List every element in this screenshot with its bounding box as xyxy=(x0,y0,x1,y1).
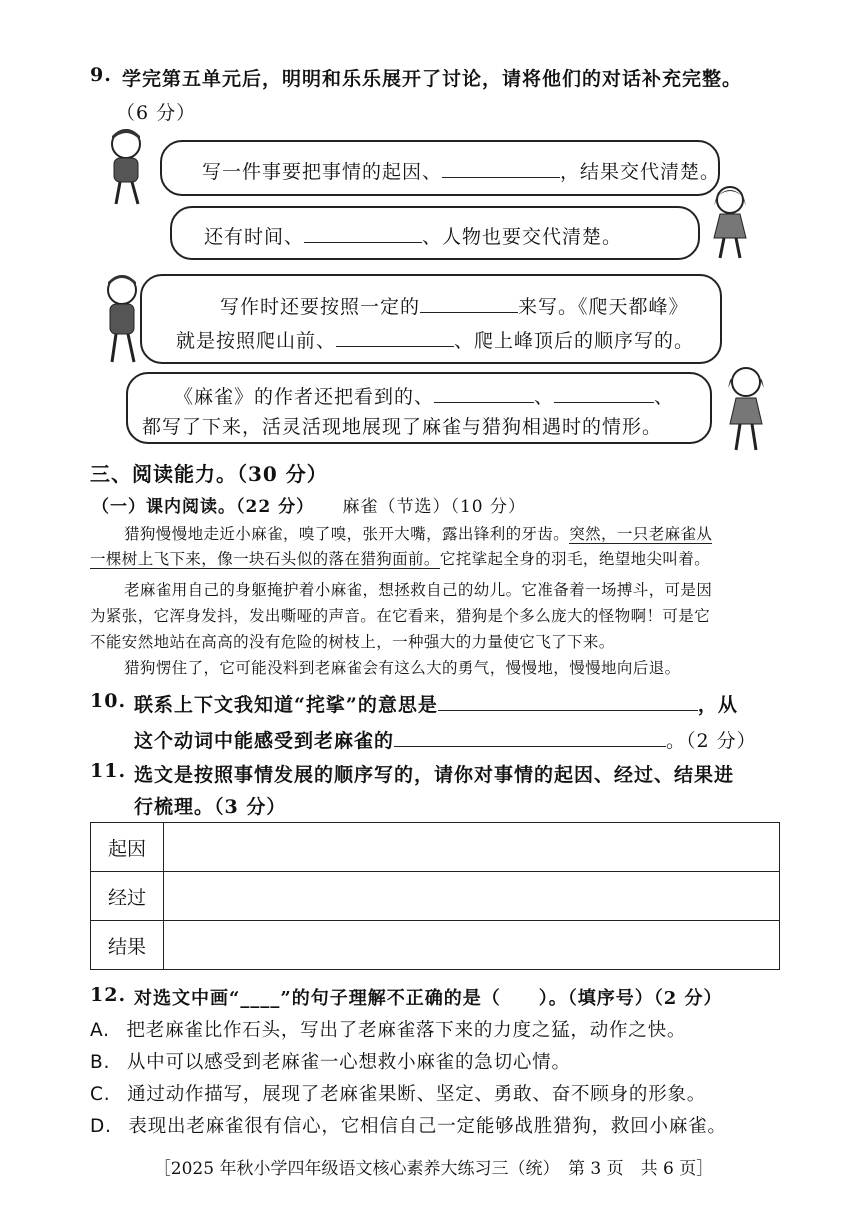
passage-p2-line2: 为紧张，它浑身发抖，发出嘶哑的声音。在它看来，猎狗是个多么庞大的怪物啊！可是它 xyxy=(90,607,711,625)
q10-line2-text: 这个动词中能感受到老麻雀的 xyxy=(134,730,395,752)
option-c-key: C. xyxy=(90,1084,111,1105)
q11-number: 11. xyxy=(90,760,127,782)
girl-illustration-2 xyxy=(716,362,776,454)
option-a-text: 把老麻雀比作石头，写出了老麻雀落下来的力度之猛，动作之快。 xyxy=(126,1020,687,1041)
bubble2-before: 还有时间、 xyxy=(204,226,305,248)
table-row-cause xyxy=(91,823,780,872)
q12-prompt: 对选文中画“____”的句子理解不正确的是（ ）。（填序号）（2 分） xyxy=(134,988,723,1009)
passage-p1-line1 xyxy=(124,522,712,544)
row-label-result: 结果 xyxy=(91,921,164,970)
answer-cell-cause[interactable] xyxy=(164,823,780,872)
boy-illustration-1 xyxy=(98,126,158,208)
section3-title: 三、阅读能力。（30 分） xyxy=(90,462,328,486)
option-b-text: 从中可以感受到老麻雀一心想救小麻雀的急切心情。 xyxy=(126,1052,571,1073)
bubble3-line1-before: 写作时还要按照一定的 xyxy=(220,296,421,318)
q9-prompt: 学完第五单元后，明明和乐乐展开了讨论，请将他们的对话补充完整。 xyxy=(122,68,743,90)
bubble2-text xyxy=(204,222,622,249)
girl-illustration-1 xyxy=(702,182,758,262)
bubble3-line1 xyxy=(220,292,689,319)
q10-number: 10. xyxy=(90,690,127,712)
blank-process[interactable] xyxy=(442,158,560,178)
answer-cell-process[interactable] xyxy=(164,872,780,921)
q12-option-d[interactable] xyxy=(90,1112,727,1138)
bubble3-line2-before: 就是按照爬山前、 xyxy=(176,330,337,352)
option-d-key: D. xyxy=(90,1116,112,1137)
passage-p1-a: 猎狗慢慢地走近小麻雀，嗅了嗅，张开大嘴，露出锋利的牙齿。 xyxy=(124,525,570,543)
q11-line2: 行梳理。（3 分） xyxy=(134,796,287,818)
bubble4-line2: 都写了下来，活灵活现地展现了麻雀与猎狗相遇时的情形。 xyxy=(142,416,663,438)
bubble1-text xyxy=(202,157,720,184)
passage-p3: 猎狗愣住了，它可能没料到老麻雀会有这么大的勇气，慢慢地，慢慢地向后退。 xyxy=(124,659,681,677)
q12-option-b[interactable] xyxy=(90,1048,571,1074)
q10-line2-end: 。（2 分） xyxy=(666,730,757,752)
row-label-process: 经过 xyxy=(91,872,164,921)
option-c-text: 通过动作描写，展现了老麻雀果断、坚定、勇敢、奋不顾身的形象。 xyxy=(127,1084,707,1105)
q9-score: （6 分） xyxy=(116,102,197,124)
blank-place[interactable] xyxy=(304,223,422,243)
option-d-text: 表现出老麻雀很有信心，它相信自己一定能够战胜猎狗，救回小麻雀。 xyxy=(128,1116,727,1137)
passage-p2-line1: 老麻雀用自己的身躯掩护着小麻雀，想拯救自己的幼儿。它准备着一场搏斗，可是因 xyxy=(124,581,713,599)
bubble3-line1-after: 来写。《爬天都峰》 xyxy=(518,296,689,318)
passage-underlined-2: 一棵树上飞下来，像一块石头似的落在猎狗面前。 xyxy=(90,550,440,568)
q9-number: 9. xyxy=(90,64,112,86)
speech-bubble-2 xyxy=(170,206,700,260)
bubble4-line1-before: 《麻雀》的作者还把看到的、 xyxy=(174,386,435,408)
page-footer: ［2025 年秋小学四年级语文核心素养大练习三（统） 第 3 页 共 6 页］ xyxy=(153,1159,714,1179)
blank-seen-1[interactable] xyxy=(434,383,534,403)
option-b-key: B. xyxy=(90,1052,111,1073)
bubble4-line1-mid: 、 xyxy=(534,386,555,408)
table-row-result xyxy=(91,921,780,970)
bubble4-line1-end: 、 xyxy=(654,386,675,408)
answer-cell-result[interactable] xyxy=(164,921,780,970)
speech-bubble-4 xyxy=(126,372,712,444)
blank-climbing[interactable] xyxy=(336,327,454,347)
q10-line1 xyxy=(134,690,738,717)
q10-line1-end: ，从 xyxy=(697,694,738,716)
q10-blank-feeling[interactable] xyxy=(394,727,666,747)
q11-answer-table xyxy=(90,822,780,970)
blank-order[interactable] xyxy=(420,293,518,313)
passage-p1-d: 它挓挲起全身的羽毛，绝望地尖叫着。 xyxy=(439,550,711,568)
table-row-process xyxy=(91,872,780,921)
q10-line1-text: 联系上下文我知道“挓挲”的意思是 xyxy=(134,694,438,716)
bubble2-after: 、人物也要交代清楚。 xyxy=(422,226,623,248)
q10-line2 xyxy=(134,726,757,753)
bubble1-before: 写一件事要把事情的起因、 xyxy=(202,161,443,183)
blank-seen-2[interactable] xyxy=(554,383,654,403)
passage-p1-line2 xyxy=(90,547,710,569)
bubble1-after: ，结果交代清楚。 xyxy=(560,161,721,183)
section3-subtitle xyxy=(92,492,526,517)
row-label-cause: 起因 xyxy=(91,823,164,872)
bubble4-line1 xyxy=(174,382,674,409)
q12-option-a[interactable] xyxy=(90,1016,686,1042)
q12-option-c[interactable] xyxy=(90,1080,706,1106)
q11-line1: 选文是按照事情发展的顺序写的，请你对事情的起因、经过、结果进 xyxy=(134,764,735,786)
passage-title: 麻雀（节选）（10 分） xyxy=(342,497,527,517)
passage-p2-line3: 不能安然地站在高高的没有危险的树枝上，一种强大的力量使它飞了下来。 xyxy=(90,633,615,651)
inclass-reading-label: （一）课内阅读。（22 分） xyxy=(92,497,315,517)
q12-number: 12. xyxy=(90,984,127,1006)
q10-blank-meaning[interactable] xyxy=(438,691,698,711)
speech-bubble-3 xyxy=(140,274,722,364)
passage-underlined-1: 突然，一只老麻雀从 xyxy=(569,525,713,543)
bubble3-line2 xyxy=(176,326,694,353)
option-a-key: A. xyxy=(90,1020,110,1041)
bubble3-line2-after: 、爬上峰顶后的顺序写的。 xyxy=(454,330,695,352)
speech-bubble-1 xyxy=(160,140,720,196)
